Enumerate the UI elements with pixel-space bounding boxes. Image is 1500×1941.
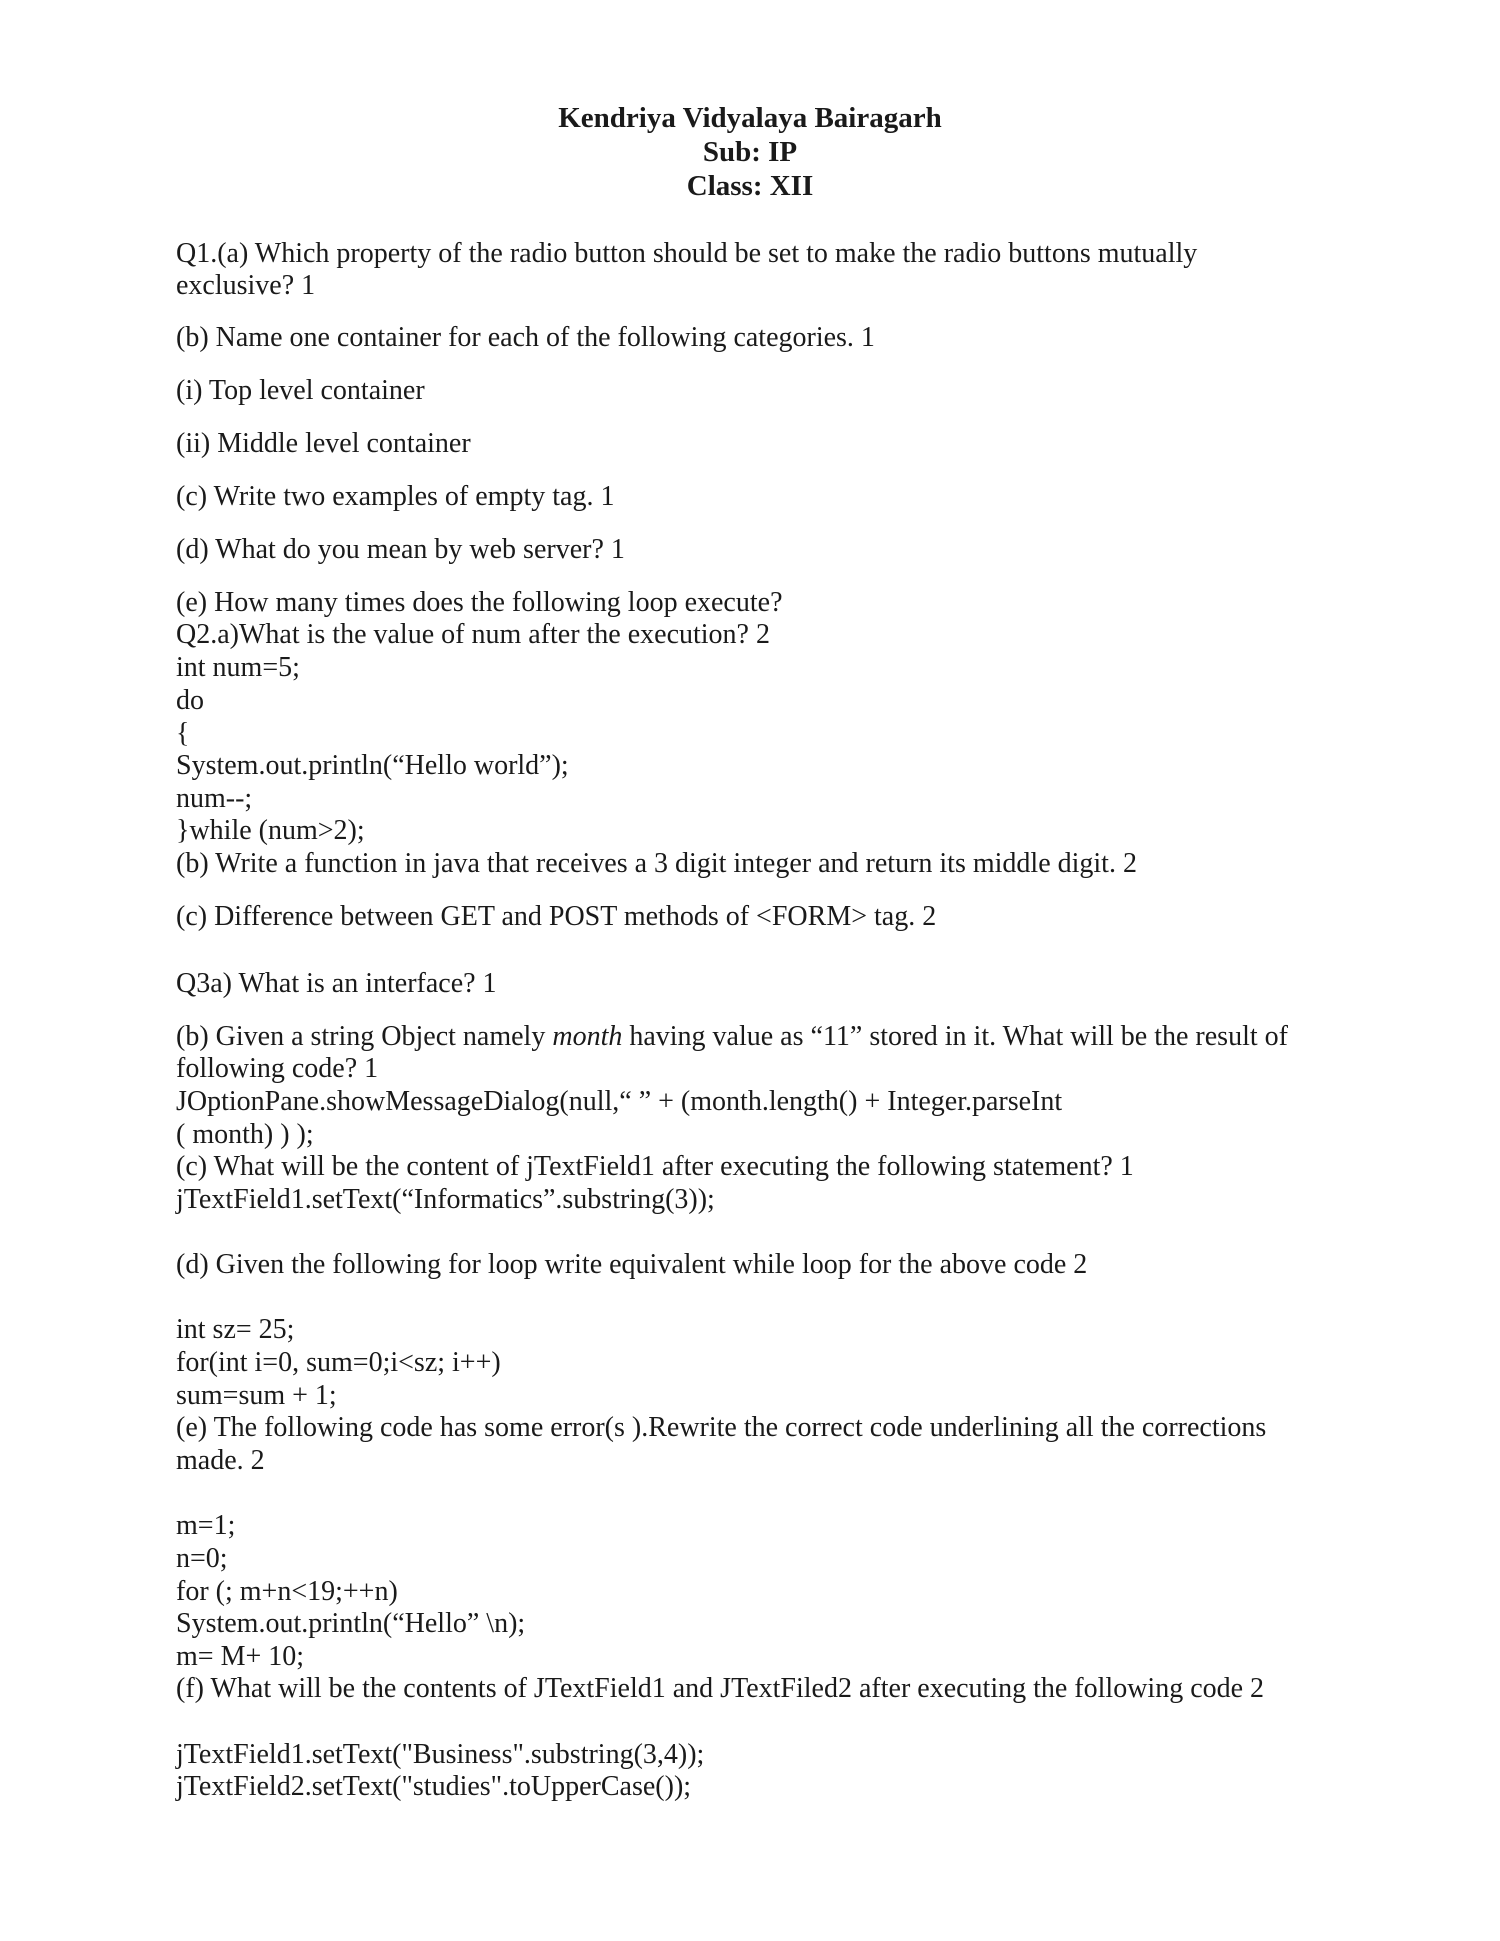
code-line: int sz= 25; xyxy=(176,1314,295,1345)
code-line: jTextField1.setText(“Informatics”.substring(3)); xyxy=(176,1184,715,1215)
code-line: jTextField2.setText("studies".toUpperCase()); xyxy=(176,1771,692,1802)
code-line: System.out.println(“Hello” \n); xyxy=(176,1608,526,1639)
code-line: ( month) ) ); xyxy=(176,1119,314,1150)
q3e-line2: made. 2 xyxy=(176,1445,265,1476)
code-line: n=0; xyxy=(176,1543,228,1574)
q3f-text: (f) What will be the contents of JTextField1 and JTextFiled2 after executing the following code 2 xyxy=(176,1673,1265,1704)
code-line: int num=5; xyxy=(176,652,300,683)
school-name: Kendriya Vidyalaya Bairagarh xyxy=(558,102,942,134)
q1e-text: (e) How many times does the following loop execute? xyxy=(176,587,783,618)
code-line: m=1; xyxy=(176,1510,236,1541)
q3b-line2: following code? 1 xyxy=(176,1053,379,1084)
code-line: }while (num>2); xyxy=(176,815,365,846)
subject-line: Sub: IP xyxy=(702,136,798,168)
q1b-ii-text: (ii) Middle level container xyxy=(176,428,471,459)
q3d-text: (d) Given the following for loop write equivalent while loop for the above code 2 xyxy=(176,1249,1088,1280)
q2a-text: Q2.a)What is the value of num after the execution? 2 xyxy=(176,619,770,650)
q3b-variable: month xyxy=(552,1021,623,1052)
q3b-line1 xyxy=(176,1021,1288,1053)
q1a-line2: exclusive? 1 xyxy=(176,270,316,301)
q2c-text: (c) Difference between GET and POST methods of <FORM> tag. 2 xyxy=(176,901,937,932)
code-line: sum=sum + 1; xyxy=(176,1380,337,1411)
code-line: jTextField1.setText("Business".substring(3,4)); xyxy=(176,1739,705,1770)
q1c-text: (c) Write two examples of empty tag. 1 xyxy=(176,481,615,512)
q3b-post: having value as “11” stored in it. What will be the result of xyxy=(622,1021,1288,1052)
code-line: m= M+ 10; xyxy=(176,1641,305,1672)
code-line: JOptionPane.showMessageDialog(null,“ ” + (month.length() + Integer.parseInt xyxy=(176,1086,1063,1117)
code-line: for (; m+n<19;++n) xyxy=(176,1576,398,1607)
class-line: Class: XII xyxy=(686,170,814,202)
q1a-line1: Q1.(a) Which property of the radio button should be set to make the radio buttons mutually xyxy=(176,238,1198,269)
q3e-line1: (e) The following code has some error(s ).Rewrite the correct code underlining all the corrections xyxy=(176,1412,1267,1443)
q1d-text: (d) What do you mean by web server? 1 xyxy=(176,534,625,565)
code-line: num--; xyxy=(176,783,253,814)
q1b-text: (b) Name one container for each of the following categories. 1 xyxy=(176,322,875,353)
code-line: for(int i=0, sum=0;i<sz; i++) xyxy=(176,1347,501,1378)
q2b-text: (b) Write a function in java that receives a 3 digit integer and return its middle digit. 2 xyxy=(176,848,1137,879)
q1b-i-text: (i) Top level container xyxy=(176,375,425,406)
code-line: do xyxy=(176,685,204,716)
code-line: { xyxy=(176,718,190,749)
q3a-text: Q3a) What is an interface? 1 xyxy=(176,968,497,999)
q3c-text: (c) What will be the content of jTextField1 after executing the following statement? 1 xyxy=(176,1151,1134,1182)
code-line: System.out.println(“Hello world”); xyxy=(176,750,569,781)
q3b-pre: (b) Given a string Object namely xyxy=(176,1021,553,1052)
